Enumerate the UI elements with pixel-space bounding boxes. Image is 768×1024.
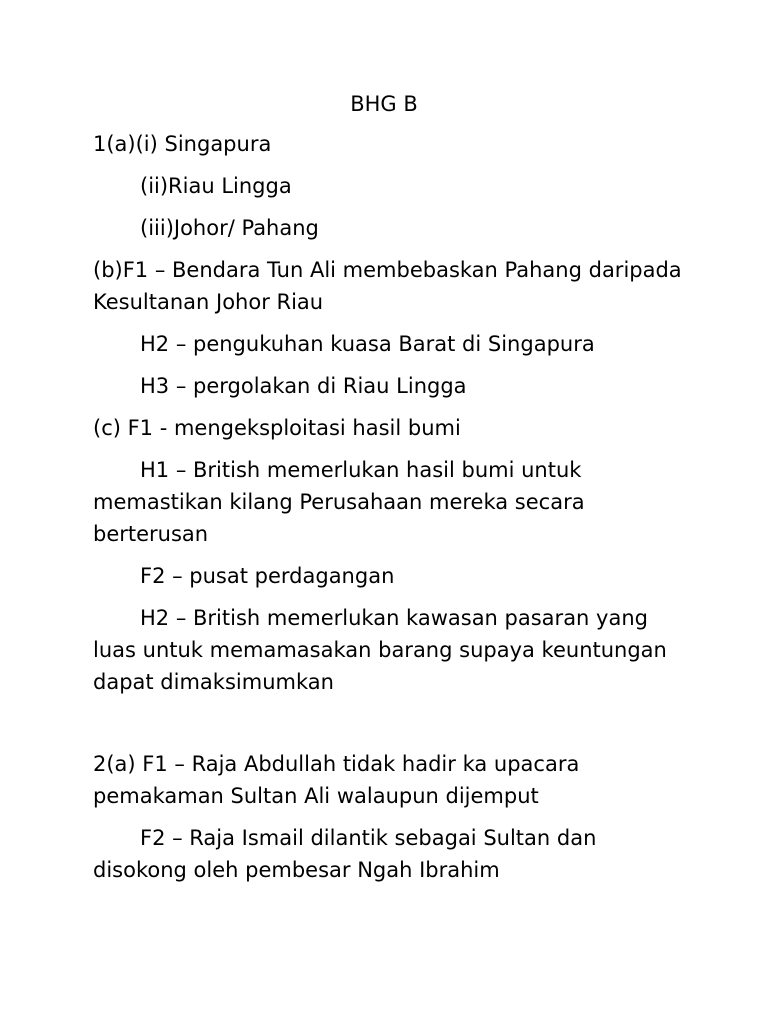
page-title: BHG B	[350, 92, 418, 116]
answer-1c-h2: H2 – British memerlukan kawasan pasaran yang luas untuk memamasakan barang supaya keuntungan dapat dimaksimumkan	[93, 606, 667, 694]
answer-1b-f1: (b)F1 – Bendara Tun Ali membebaskan Pahang daripada Kesultanan Johor Riau	[93, 258, 682, 314]
answer-1b-h3: H3 – pergolakan di Riau Lingga	[140, 374, 467, 398]
answer-1a-i: 1(a)(i) Singapura	[93, 132, 272, 156]
answer-1c-f1: (c) F1 - mengeksploitasi hasil bumi	[93, 416, 461, 440]
answer-1b-h2: H2 – pengukuhan kuasa Barat di Singapura	[140, 332, 595, 356]
answer-1c-h1: H1 – British memerlukan hasil bumi untuk memastikan kilang Perusahaan mereka secara berterusan	[93, 458, 585, 546]
answer-2a-f1: 2(a) F1 – Raja Abdullah tidak hadir ka upacara pemakaman Sultan Ali walaupun dijemput	[93, 752, 580, 808]
section-gap	[93, 708, 693, 748]
document-body	[93, 128, 693, 896]
answer-1a-ii: (ii)Riau Lingga	[140, 174, 292, 198]
answer-1a-iii: (iii)Johor/ Pahang	[140, 216, 319, 240]
answer-2a-f2: F2 – Raja Ismail dilantik sebagai Sultan dan disokong oleh pembesar Ngah Ibrahim	[93, 826, 597, 882]
answer-1c-f2: F2 – pusat perdagangan	[140, 564, 395, 588]
